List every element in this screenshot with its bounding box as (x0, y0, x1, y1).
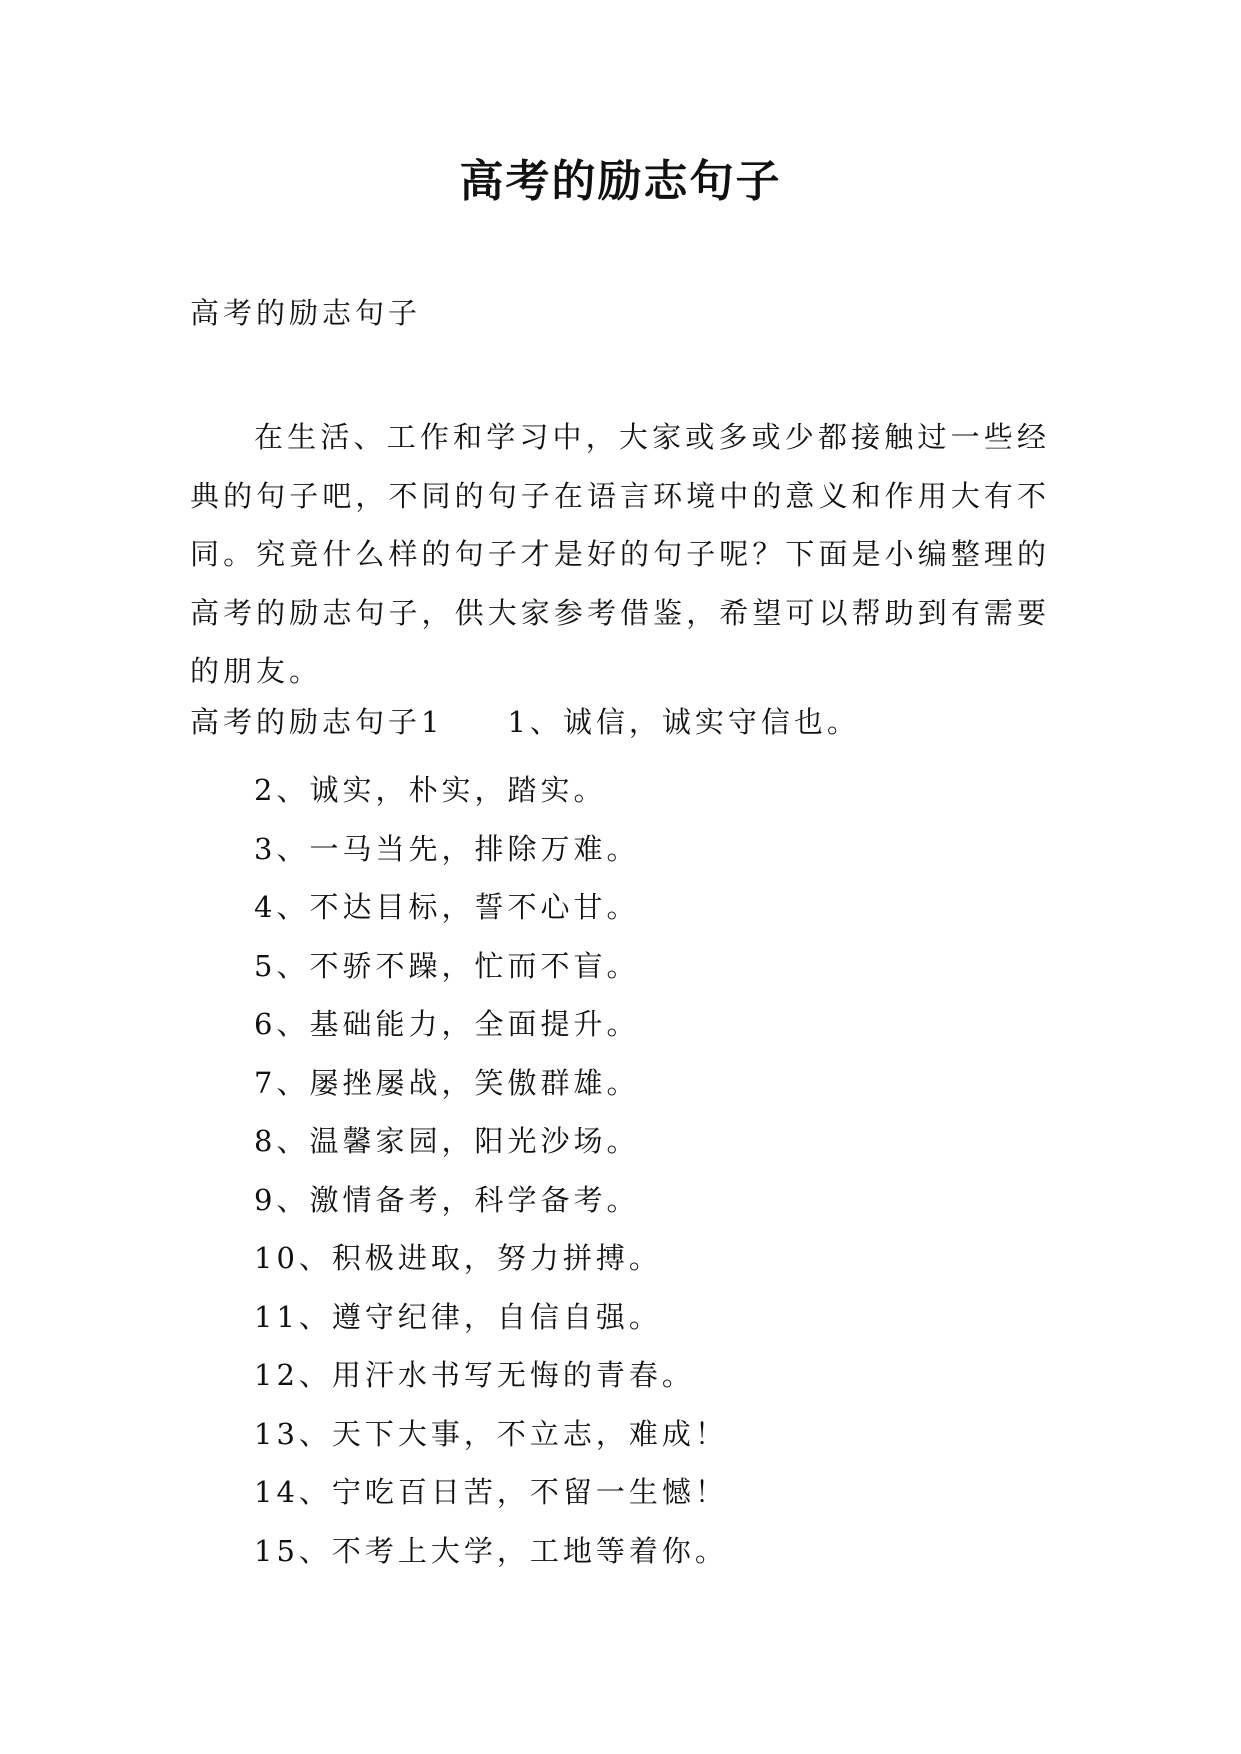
list-item: 15、不考上大学，工地等着你。 (254, 1533, 728, 1568)
list-item: 7、屡挫屡战，笑傲群雄。 (254, 1065, 640, 1100)
list-item: 2、诚实，朴实，踏实。 (254, 773, 607, 807)
first-item: 1、诚信，诚实守信也。 (507, 705, 860, 739)
list-item: 6、基础能力，全面提升。 (254, 1007, 640, 1041)
section-heading: 高考的励志句子1 (190, 705, 444, 739)
list-item: 12、用汗水书写无悔的青春。 (254, 1358, 695, 1392)
document-title: 高考的励志句子 (459, 156, 782, 207)
list-item: 4、不达目标，誓不心甘。 (254, 890, 640, 924)
list-item: 3、一马当先，排除万难。 (254, 831, 640, 866)
list-item: 8、温馨家园，阳光沙场。 (254, 1124, 640, 1158)
list-item: 11、遵守纪律，自信自强。 (254, 1299, 662, 1334)
section-line (190, 702, 860, 742)
document-subtitle: 高考的励志句子 (190, 296, 422, 330)
list-item: 5、不骄不躁，忙而不盲。 (254, 948, 640, 983)
list-item: 13、天下大事，不立志，难成！ (254, 1416, 728, 1451)
list-item: 10、积极进取，努力拼搏。 (254, 1241, 662, 1275)
sentence-list (254, 761, 728, 1580)
list-item: 9、激情备考，科学备考。 (254, 1182, 640, 1217)
list-item: 14、宁吃百日苦，不留一生憾！ (254, 1475, 728, 1509)
intro-paragraph: 在生活、工作和学习中，大家或多或少都接触过一些经典的句子吧，不同的句子在语言环境中的意义和作用大有不同。究竟什么样的句子才是好的句子呢？下面是小编整理的高考的励志句子，供大家参考借鉴，希望可以帮助到有需要的朋友。 (190, 420, 1050, 688)
